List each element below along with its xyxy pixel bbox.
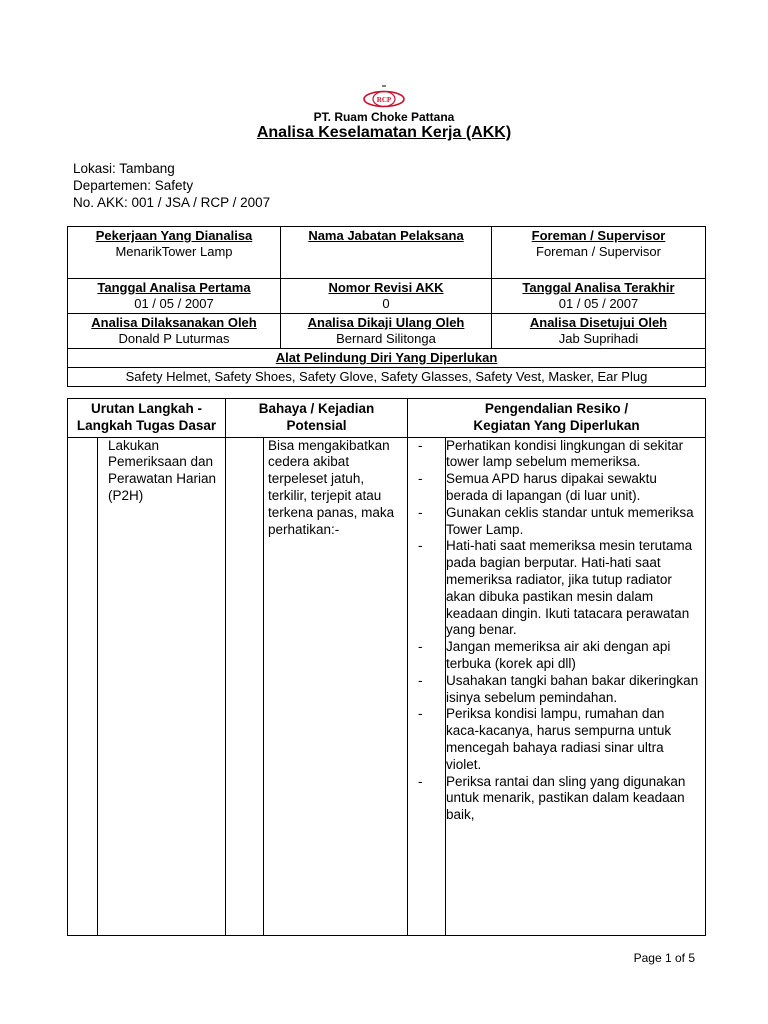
hazard-text: Bisa mengakibatkan cedera akibat terpeleset jatuh, terkilir, terjepit atau terkena panas, maka perhatikan:- — [268, 437, 395, 537]
executor-position-cell — [281, 227, 492, 279]
hazard-column-header: Bahaya / Kejadian Potensial — [226, 399, 408, 438]
step-text: Lakukan Pemeriksaan dan Perawatan Harian (P2H) — [108, 437, 217, 503]
control-header-line1: Pengendalian Resiko / — [484, 401, 629, 416]
control-item — [408, 673, 701, 707]
ppe-list: Safety Helmet, Safety Shoes, Safety Glove, Safety Glasses, Safety Vest, Masker, Ear Plug — [68, 368, 706, 387]
control-item — [408, 706, 701, 773]
control-bullet: - — [418, 672, 423, 688]
foreman-label: Foreman / Supervisor — [531, 228, 666, 243]
control-text: Periksa rantai dan sling yang digunakan untuk menarik, pastikan dalam keadaan baik, — [446, 773, 686, 823]
reviewed-by-label: Analisa Dikaji Ulang Oleh — [307, 315, 465, 330]
control-header-line2: Kegiatan Yang Diperlukan — [473, 417, 640, 433]
control-item — [408, 774, 701, 824]
control-item — [408, 438, 701, 472]
control-bullet: - — [418, 706, 423, 722]
first-analysis-date-cell — [68, 279, 281, 314]
control-column-header — [408, 399, 706, 438]
step-number-cell — [68, 437, 98, 935]
control-list — [408, 438, 701, 824]
first-analysis-date-value: 01 / 05 / 2007 — [134, 296, 214, 311]
location-line: Lokasi: Tambang — [73, 161, 175, 176]
control-text: Hati-hati saat memeriksa mesin terutama pada bagian berputar. Hati-hati saat memeriksa radiator, jika tutup radiator akan dibuka pastikan mesin dalam keadaan dingin. Ikuti tatacara perawatan yang benar. — [446, 538, 693, 638]
company-name: PT. Ruam Choke Pattana — [313, 110, 455, 124]
control-bullet: - — [418, 471, 423, 487]
job-info-table — [67, 226, 706, 387]
control-bullet: - — [418, 437, 423, 453]
steps-column-header — [68, 399, 226, 438]
first-analysis-date-label: Tanggal Analisa Pertama — [97, 280, 251, 295]
page-number: Page 1 of 5 — [633, 951, 695, 965]
hazard-index-cell — [226, 437, 264, 935]
step-cell — [98, 437, 226, 935]
approved-by-label: Analisa Disetujui Oleh — [529, 315, 668, 330]
document-title: Analisa Keselamatan Kerja (AKK) — [256, 124, 512, 141]
control-text: Usahakan tangki bahan bakar dikeringkan isinya sebelum pemindahan. — [446, 672, 699, 705]
control-item — [408, 505, 701, 539]
steps-header-line2: Langkah Tugas Dasar — [76, 417, 217, 433]
last-analysis-date-value: 01 / 05 / 2007 — [558, 296, 639, 311]
control-bullet: - — [418, 504, 423, 520]
control-cell — [418, 437, 706, 935]
revision-number-value: 0 — [382, 296, 390, 311]
control-text: Perhatikan kondisi lingkungan di sekitar tower lamp sebelum memeriksa. — [446, 437, 684, 470]
hazard-cell — [264, 437, 408, 935]
performed-by-value: Donald P Luturmas — [118, 331, 230, 346]
department-line: Departemen: Safety — [73, 178, 194, 193]
last-analysis-date-cell — [492, 279, 706, 314]
company-logo — [362, 84, 406, 110]
executor-position-label: Nama Jabatan Pelaksana — [308, 228, 464, 243]
control-bullet: - — [418, 538, 423, 554]
job-analyzed-label: Pekerjaan Yang Dianalisa — [95, 228, 253, 243]
logo-text: RCP — [376, 96, 392, 104]
approved-by-value: Jab Suprihadi — [558, 331, 639, 346]
control-text: Jangan memeriksa air aki dengan api terbuka (korek api dll) — [446, 639, 671, 671]
revision-number-cell — [281, 279, 492, 314]
performed-by-cell — [68, 314, 281, 349]
foreman-cell — [492, 227, 706, 279]
reviewed-by-cell — [281, 314, 492, 349]
document-meta — [73, 160, 270, 211]
control-text: Semua APD harus dipakai sewaktu berada di lapangan (di luar unit). — [446, 471, 657, 503]
job-analyzed-cell — [68, 227, 281, 279]
akk-number-line: No. AKK: 001 / JSA / RCP / 2007 — [73, 195, 271, 210]
foreman-value: Foreman / Supervisor — [536, 244, 661, 259]
control-bullet: - — [418, 639, 423, 655]
approved-by-cell — [492, 314, 706, 349]
performed-by-label: Analisa Dilaksanakan Oleh — [91, 315, 257, 330]
steps-header-line1: Urutan Langkah - — [91, 401, 203, 416]
ppe-header: Alat Pelindung Diri Yang Diperlukan — [68, 349, 706, 368]
control-item — [408, 538, 701, 639]
control-text: Periksa kondisi lampu, rumahan dan kaca-kacanya, harus sempurna untuk mencegah bahaya radiasi sinar ultra violet. — [446, 706, 672, 772]
control-item — [408, 639, 701, 673]
reviewed-by-value: Bernard Silitonga — [336, 331, 436, 346]
last-analysis-date-label: Tanggal Analisa Terakhir — [522, 280, 675, 295]
control-bullet: - — [418, 773, 423, 789]
control-item — [408, 471, 701, 505]
control-text: Gunakan ceklis standar untuk memeriksa Tower Lamp. — [446, 504, 694, 537]
job-analyzed-value: MenarikTower Lamp — [115, 244, 233, 259]
revision-number-label: Nomor Revisi AKK — [328, 280, 444, 295]
steps-table — [67, 398, 706, 936]
